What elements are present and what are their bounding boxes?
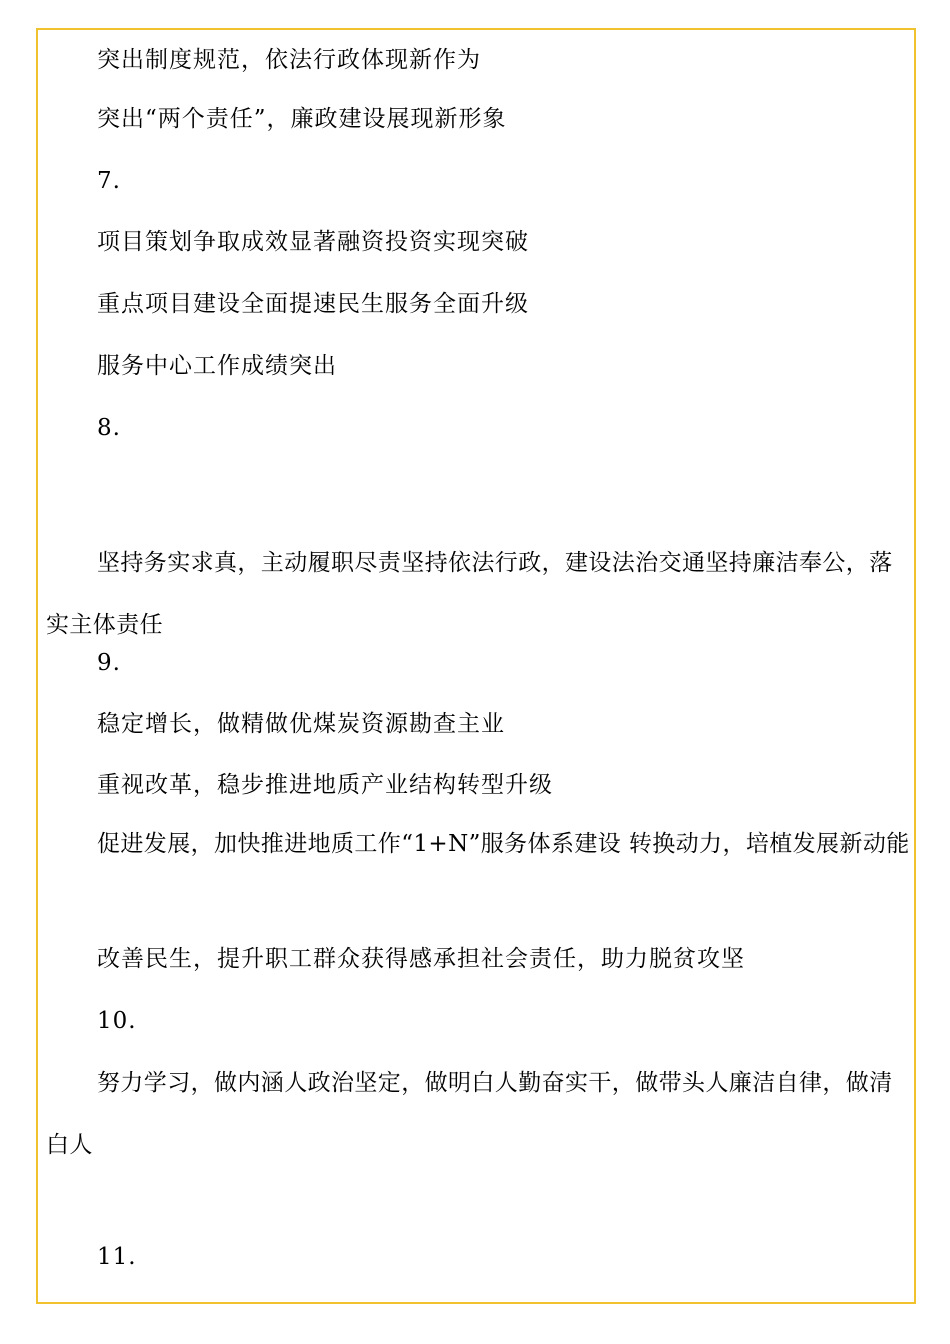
paragraph-4: 重点项目建设全面提速民生服务全面升级 <box>97 291 529 317</box>
paragraph-8: 重视改革，稳步推进地质产业结构转型升级 <box>97 772 553 798</box>
section-number-9: 9. <box>97 650 121 676</box>
section-number-10: 10. <box>97 1008 137 1034</box>
paragraph-6: 坚持务实求真，主动履职尽责坚持依法行政，建设法治交通坚持廉洁奉公，落实主体责任 <box>46 550 893 638</box>
section-number-8: 8. <box>97 415 121 441</box>
paragraph-1: 突出制度规范，依法行政体现新作为 <box>97 47 481 73</box>
paragraph-9: 促进发展，加快推进地质工作“1+N”服务体系建设 转换动力，培植发展新动能 <box>97 831 910 857</box>
paragraph-3: 项目策划争取成效显著融资投资实现突破 <box>97 229 529 255</box>
paragraph-2: 突出“两个责任”，廉政建设展现新形象 <box>97 106 507 132</box>
paragraph-11: 努力学习，做内涵人政治坚定，做明白人勤奋实干，做带头人廉洁自律，做清白人 <box>46 1070 893 1158</box>
paragraph-7: 稳定增长，做精做优煤炭资源勘查主业 <box>97 711 505 737</box>
paragraph-5: 服务中心工作成绩突出 <box>97 353 337 379</box>
section-number-7: 7. <box>97 168 121 194</box>
section-number-11: 11. <box>97 1244 137 1270</box>
paragraph-10: 改善民生，提升职工群众获得感承担社会责任，助力脱贫攻坚 <box>97 946 745 972</box>
